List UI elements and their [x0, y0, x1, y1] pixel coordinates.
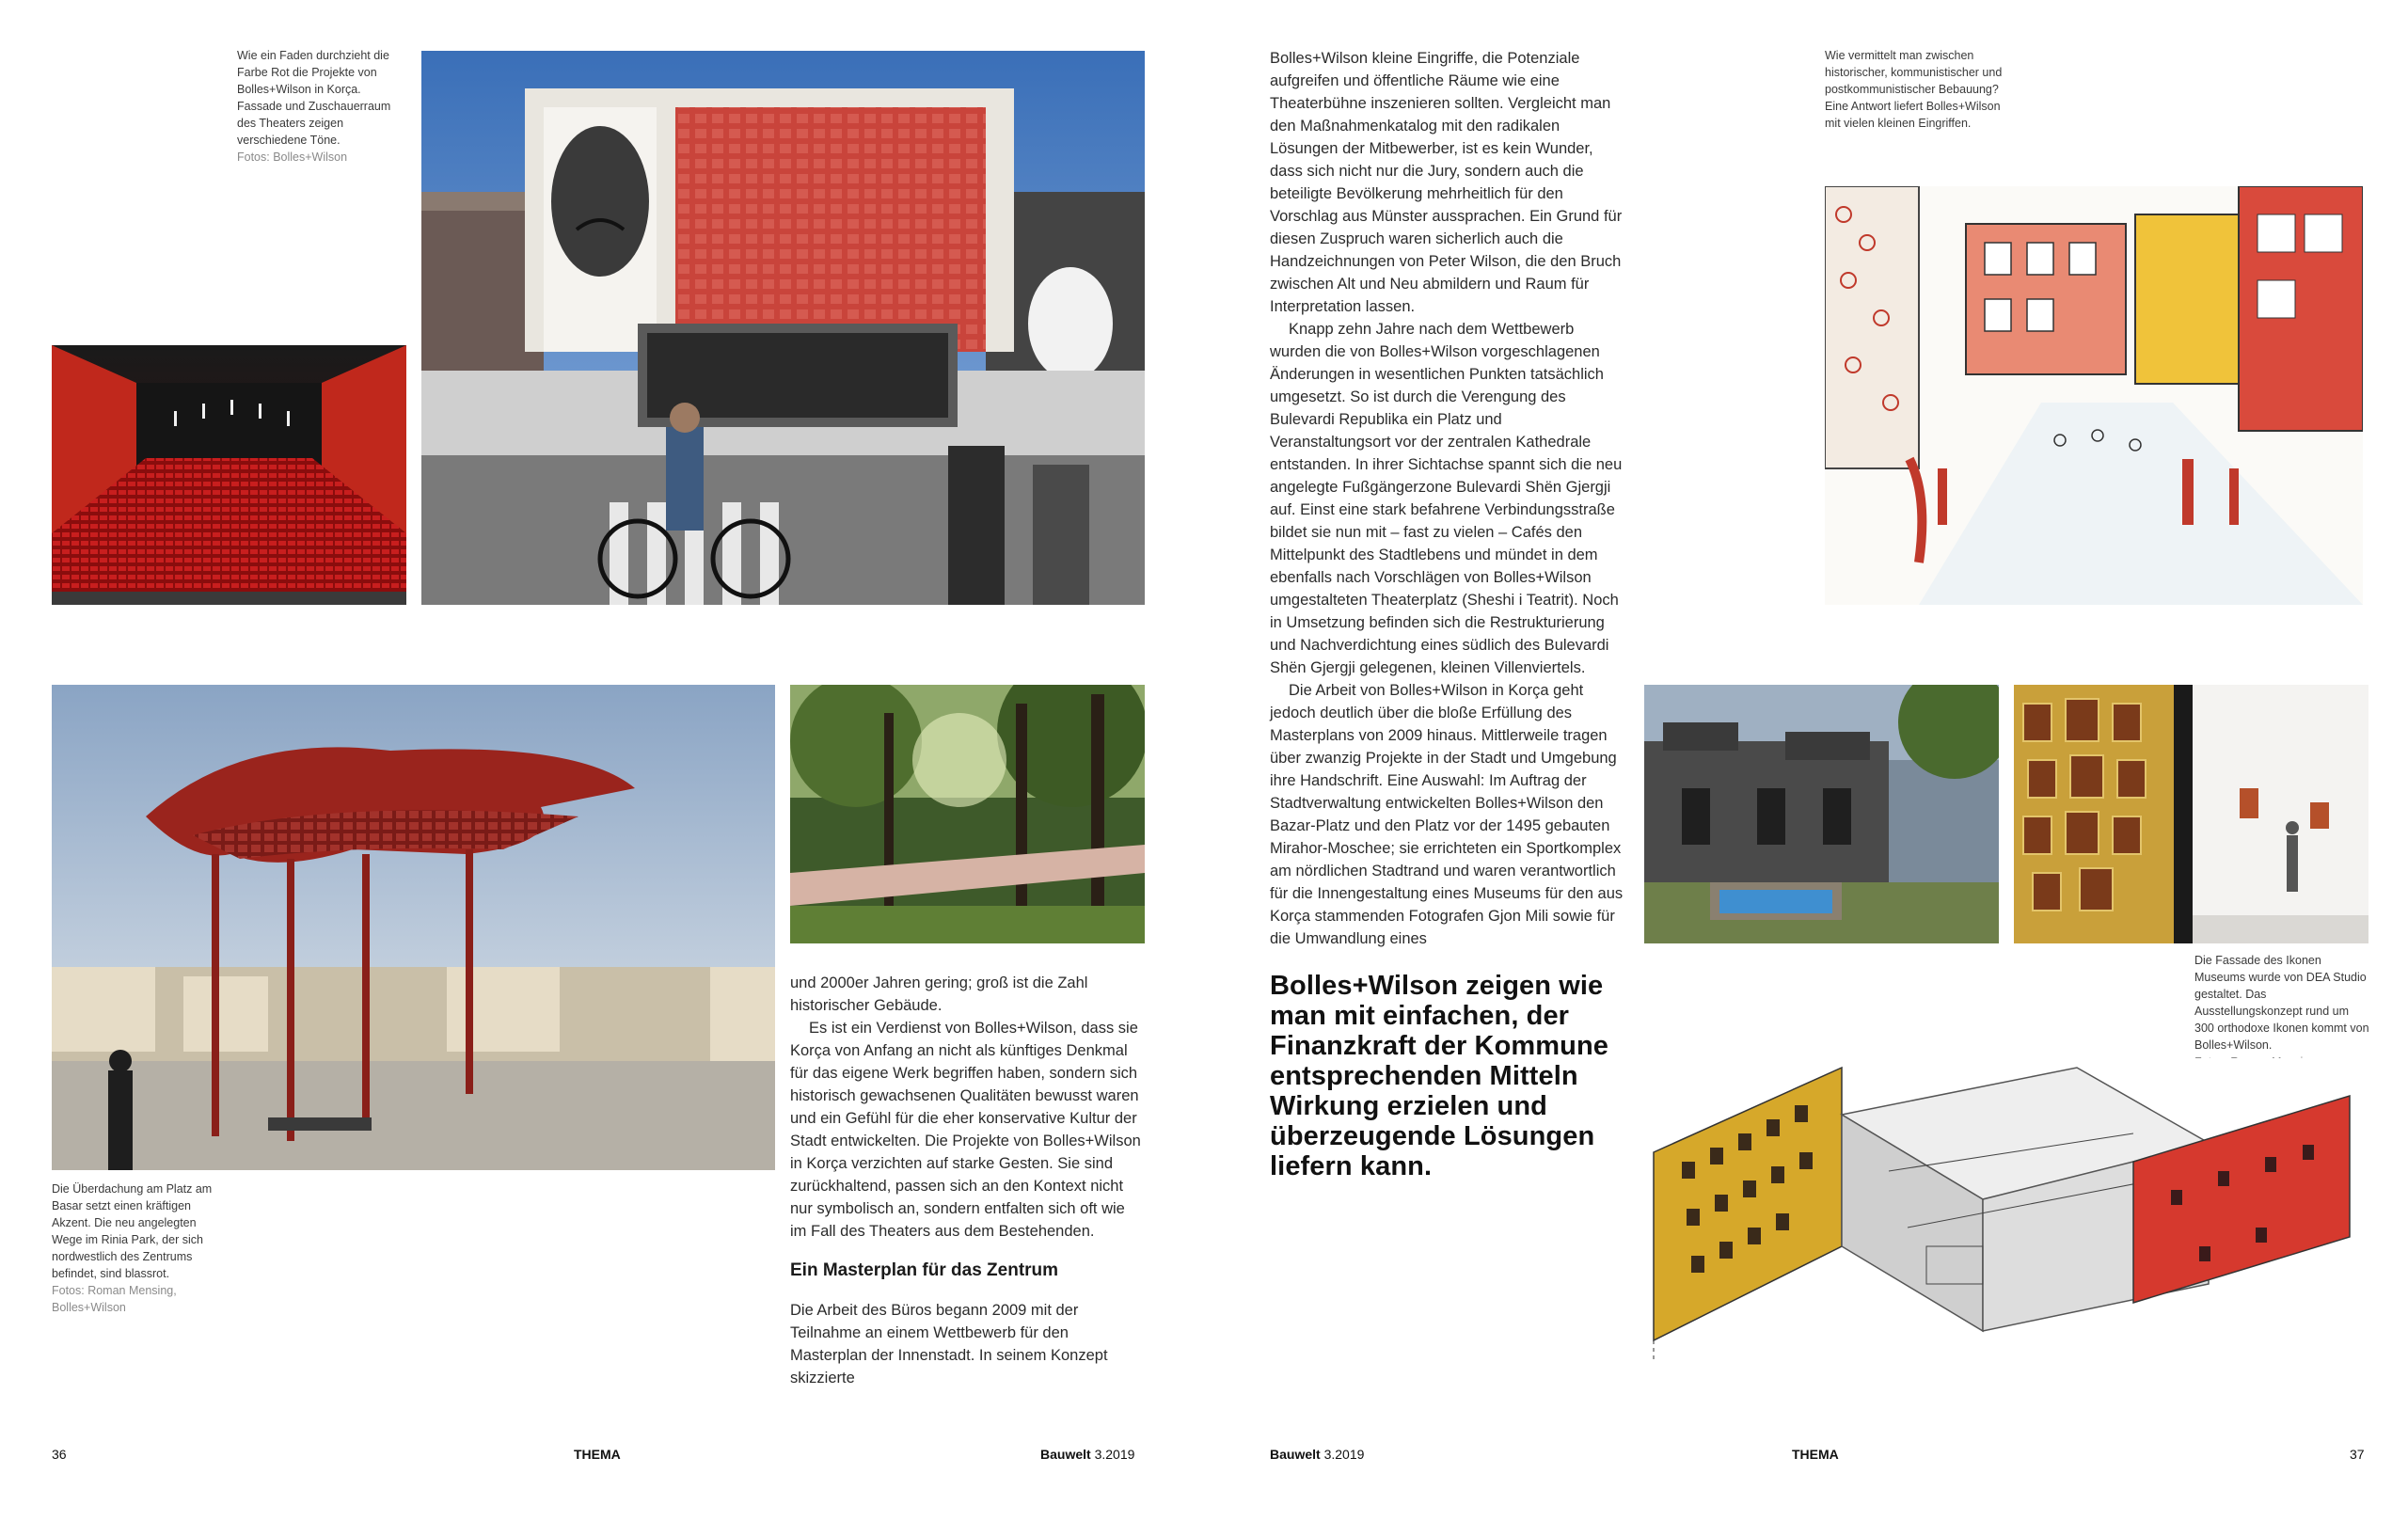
caption-theater — [237, 47, 404, 166]
paragraph: Die Arbeit des Büros begann 2009 mit der Teilnahme an einem Wettbewerb für den Masterplan der Innenstadt. In seinem Konzept skizzierte — [790, 1302, 1108, 1386]
caption-text: Wie ein Faden durchzieht die Farbe Rot die Projekte von Bolles+Wilson in Korça. Fassade und Zuschauerraum des Theaters zeigen verschiedene Töne. — [237, 49, 391, 147]
caption-text: Die Fassade des Ikonen Museums wurde von DEA Studio gestaltet. Das Ausstellungskonzept rund um 300 orthodoxe Ikonen kommt von Bolles+Wilson. — [2194, 954, 2369, 1052]
caption-text: Die Überdachung am Platz am Basar setzt einen kräftigen Akzent. Die neu angelegten Wege im Rinia Park, der sich nordwestlich des Zentrums befindet, sind blassrot. — [52, 1182, 213, 1280]
page-number-left: 36 — [52, 1447, 67, 1462]
right-article-column — [1270, 47, 1624, 950]
museum-interior-photo — [2014, 685, 2368, 943]
paragraph: Knapp zehn Jahre nach dem Wettbewerb wurden die von Bolles+Wilson vorgeschlagenen Änderungen in wesentlichen Punkten tatsächlich umgesetzt. So ist durch die Verengung des Bulevardi Republika ein Platz und Veranstaltungsort vor der zentralen Kathedrale entstanden. In ihrer Sichtachse spannt sich die neu angelegte Fußgängerzone Bulevardi Shën Gjergji auf. Einst eine stark befahrene Verbindungsstraße bildet sie nun mit – fast zu vielen – Cafés den Mittelpunkt des Stadtlebens und mündet in dem ebenfalls nach Vorschlägen von Bolles+Wilson umgestalteten Theaterplatz (Sheshi i Teatrit). Noch in Umsetzung befinden sich die Restrukturierung und Nachverdichtung eines südlich des Bulevardi Shën Gjergji gelegenen, kleinen Villenviertels. — [1270, 321, 1623, 676]
section-heading: Ein Masterplan für das Zentrum — [790, 1260, 1059, 1280]
issue: 3.2019 — [1323, 1447, 1365, 1462]
caption-canopy — [52, 1180, 221, 1316]
caption-sketch — [1825, 47, 2004, 132]
canopy-photo — [52, 685, 775, 1170]
park-photo — [790, 685, 1145, 943]
museum-exterior-photo — [1644, 685, 1999, 943]
section-label-right: THEMA — [1792, 1447, 1839, 1462]
left-article-column — [790, 972, 1145, 1389]
magazine-ref-left — [1040, 1447, 1134, 1462]
auditorium-photo — [52, 345, 406, 605]
street-sketch — [1825, 186, 2363, 605]
caption-text: Wie vermittelt man zwischen historischer, kommunistischer und postkommunistischer Bebauung? Eine Antwort liefert Bolles+Wilson mit vielen kleinen Eingriffen. — [1825, 49, 2003, 130]
theater-facade-photo — [421, 51, 1145, 605]
paragraph: und 2000er Jahren gering; groß ist die Zahl historischer Gebäude. — [790, 974, 1088, 1014]
museum-axonometric-drawing — [1644, 1058, 2368, 1359]
section-label-left: THEMA — [574, 1447, 621, 1462]
caption-credit: Fotos: Roman Mensing, Bolles+Wilson — [52, 1284, 177, 1314]
paragraph: Bolles+Wilson kleine Eingriffe, die Potenziale aufgreifen und öffentliche Räume wie eine Theaterbühne inszenieren sollten. Vergleicht man den Maßnahmenkatalog mit den radikalen Lösungen der Mitbewerber, ist es kein Wunder, dass sich nicht nur die Jury, sondern auch die beteiligte Bevölkerung mehrheitlich für den Vorschlag aus Münster aussprachen. Ein Grund für diesen Zuspruch waren sicherlich auch die Handzeichnungen von Peter Wilson, die den Bruch zwischen Alt und Neu abmildern und Raum für Interpretation lassen. — [1270, 50, 1623, 315]
page-number-right: 37 — [2350, 1447, 2365, 1462]
magazine-ref-right — [1270, 1447, 1364, 1462]
magazine-name: Bauwelt — [1040, 1447, 1091, 1462]
caption-museum — [2194, 952, 2369, 1070]
pull-quote: Bolles+Wilson zeigen wie man mit einfachen, der Finanzkraft der Kommune entsprechenden Mitteln Wirkung erzielen und überzeugende Lösungen liefern kann. — [1270, 971, 1609, 1181]
issue: 3.2019 — [1094, 1447, 1135, 1462]
caption-credit: Fotos: Bolles+Wilson — [237, 151, 348, 164]
magazine-name: Bauwelt — [1270, 1447, 1321, 1462]
paragraph: Die Arbeit von Bolles+Wilson in Korça geht jedoch deutlich über die bloße Erfüllung des Masterplans von 2009 hinaus. Mittlerweile tragen über zwanzig Projekte in der Stadt und Umgebung ihre Handschrift. Eine Auswahl: Im Auftrag der Stadtverwaltung entwickelten Bolles+Wilson den Bazar-Platz und den Platz vor der 1495 gebauten Mirahor-Moschee; sie errichteten ein Sportkomplex am nördlichen Stadtrand und waren verantwortlich für die Innengestaltung eines Museums für den aus Korça stammenden Fotografen Gjon Mili sowie für die Umwandlung eines — [1270, 682, 1624, 947]
paragraph: Es ist ein Verdienst von Bolles+Wilson, dass sie Korça von Anfang an nicht als künftiges Denkmal für das eigene Werk begriffen haben, sondern sich historisch gewachsenen Qualitäten bewusst waren und ein Gefühl für die eher konservative Kultur der Stadt entwickelten. Die Projekte von Bolles+Wilson in Korça verzichten auf starke Gesten. Sie sind zurückhaltend, passen sich an den Kontext nicht nur symbolisch an, sondern entfalten sich oft wie im Fall des Theaters aus dem Bestehenden. — [790, 1020, 1141, 1240]
